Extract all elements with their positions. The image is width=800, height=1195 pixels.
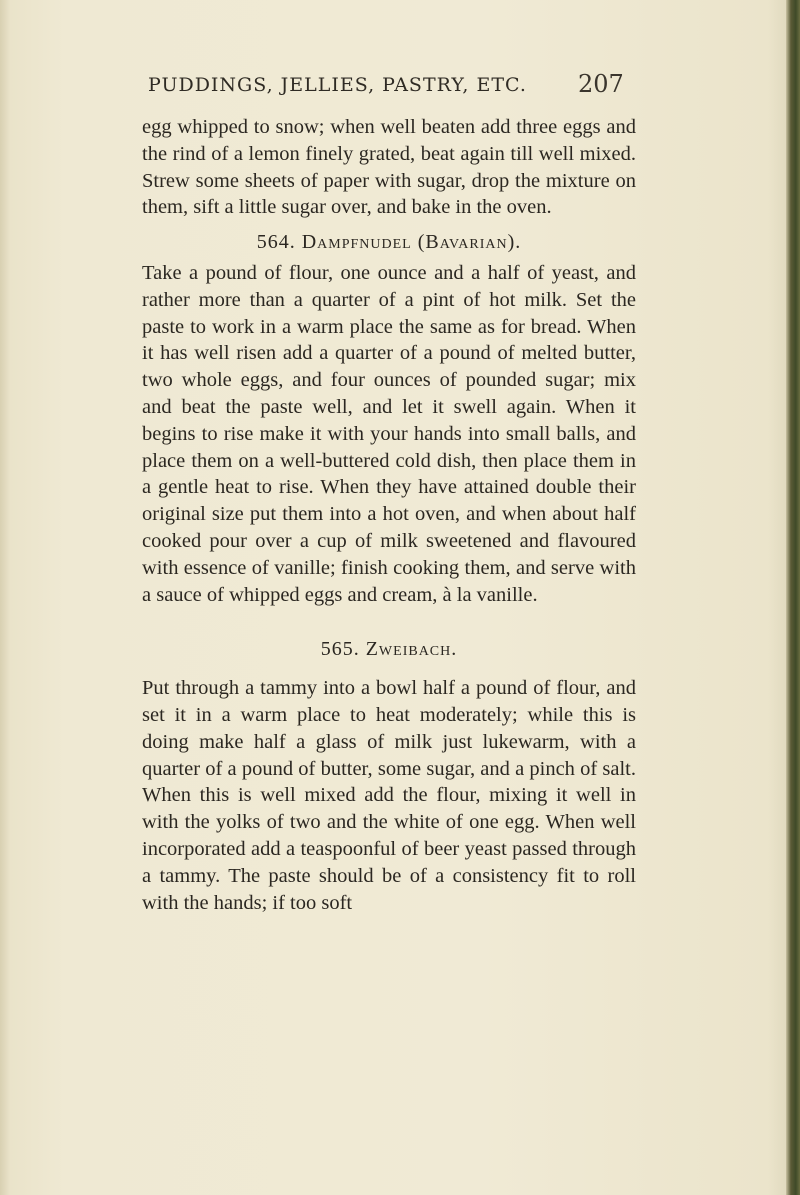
- recipe-564-heading: [142, 229, 636, 256]
- page-number: 207: [578, 70, 624, 98]
- book-cover-edge: [786, 0, 800, 1195]
- recipe-565-number: 565.: [320, 638, 360, 661]
- recipe-564-title: Dampfnudel (Bavarian).: [301, 231, 522, 254]
- running-title: PUDDINGS, JELLIES, PASTRY, ETC.: [148, 74, 527, 96]
- recipe-565-title: Zweibach.: [365, 638, 458, 661]
- recipe-565-text: Put through a tammy into a bowl half a pound of flour, and set it in a warm place to heat moderately; while this is doing make half a glass of milk just lukewarm, with a quarter of a pound of butter, some sugar, and a pinch of salt. When this is well mixed add the flour, mixing it well in with the yolks of two and the white of one egg. When well incorporated add a teaspoonful of beer yeast passed through a tammy. The paste should be of a consistency fit to roll with the hands; if too soft: [142, 677, 636, 914]
- recipe-565-heading: [142, 636, 636, 663]
- recipe-564-number: 564.: [256, 231, 296, 254]
- page-text: [142, 114, 636, 916]
- recipe-564-text: Take a pound of flour, one ounce and a half of yeast, and rather more than a quarter of a pint of hot milk. Set the paste to work in a warm place the same as for bread. When it has well risen add a quarter of a pound of melted butter, two whole eggs, and four ounces of pounded sugar; mix and beat the paste well, and let it swell again. When it begins to rise make it with your hands into small balls, and place them on a well-buttered cold dish, then place them in a gentle heat to rise. When they have attained double their original size put them into a hot oven, and when about half cooked pour over a cup of milk sweetened and flavoured with essence of vanille; finish cooking them, and serve with a sauce of whipped eggs and cream, à la vanille.: [142, 261, 636, 606]
- intro-paragraph: egg whipped to snow; when well beaten add three eggs and the rind of a lemon finely grated, beat again till well mixed. Strew some sheets of paper with sugar, drop the mixture on them, sift a little sugar over, and bake in the oven.: [142, 116, 636, 219]
- page-gutter-shadow: [0, 0, 10, 1195]
